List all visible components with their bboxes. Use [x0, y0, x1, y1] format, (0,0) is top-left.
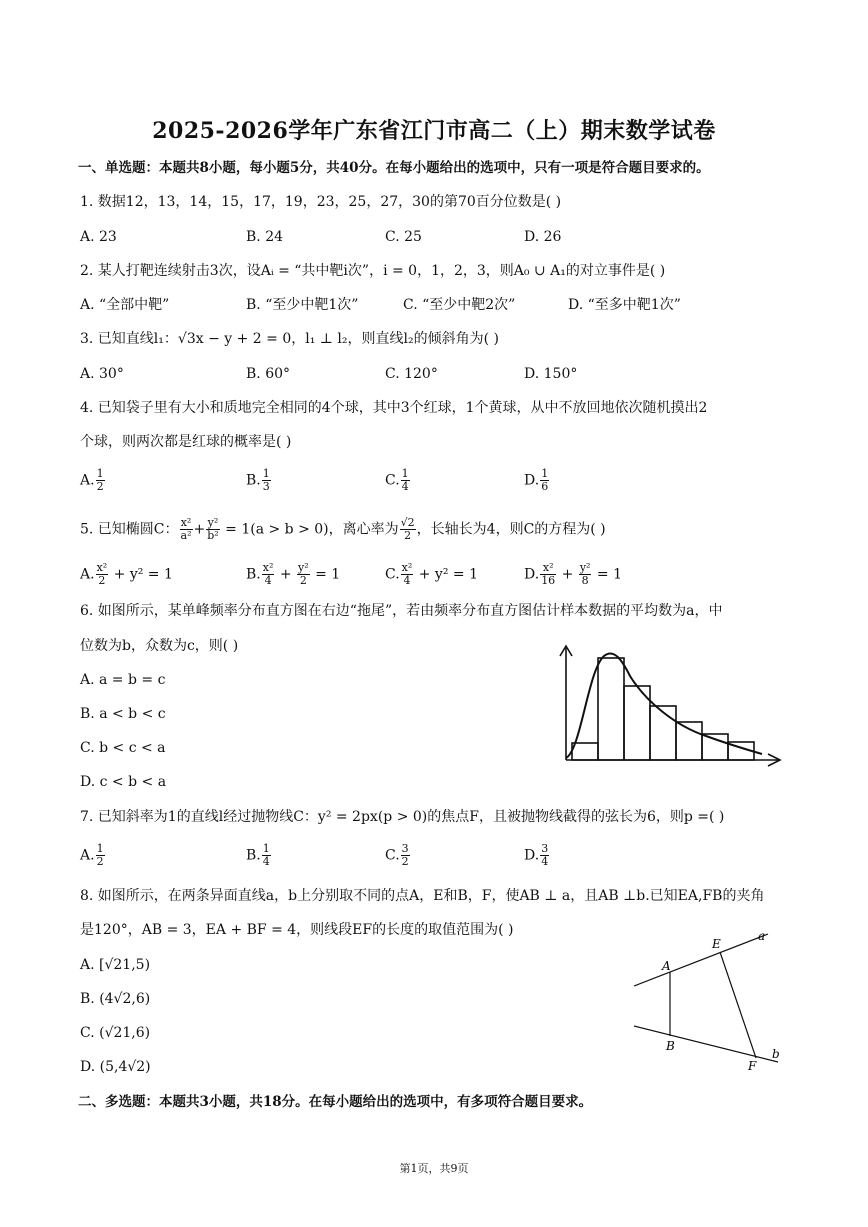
- q7-option-b: B. $\frac{1}{4}$: [246, 842, 270, 868]
- q4-stem-line2: 个球，则两次都是红球的概率是( ): [80, 434, 292, 450]
- exam-title: 2025-2026学年广东省江门市高二（上）期末数学试卷: [152, 118, 716, 144]
- q8-option-a: A. [√21,5): [80, 957, 151, 973]
- q2-option-a: A. “全部中靶”: [80, 297, 170, 313]
- q3-option-c: C. 120°: [385, 366, 438, 382]
- q5-option-a: A. $\frac{\text{x²}}{2}$ + y² = 1: [80, 561, 173, 587]
- q2-option-c: C. “至少中靶2次”: [403, 297, 516, 313]
- segment-ef: [720, 952, 756, 1058]
- q7-option-a: A. $\frac{1}{2}$: [80, 842, 104, 868]
- q2-option-b: B. “至少中靶1次”: [246, 297, 359, 313]
- histogram-bar-1: [572, 743, 598, 760]
- histogram-bar-6: [702, 734, 728, 760]
- histogram-bar-4: [650, 706, 676, 760]
- q3-stem: 3. 已知直线l₁：√3x − y + 2 = 0，l₁ ⊥ l₂，则直线l₂的倾斜角为( ): [80, 331, 499, 347]
- q1-option-d: D. 26: [524, 229, 562, 245]
- q8-stem-line1: 8. 如图所示，在两条异面直线a，b上分别取不同的点A，E和B，F，使AB ⊥ a，且AB ⊥b.已知EA,FB的夹角: [80, 888, 765, 904]
- line-b: [634, 1026, 778, 1062]
- skew-lines-figure: [628, 922, 788, 1074]
- q2-stem: 2. 某人打靶连续射击3次，设Aᵢ = “共中靶i次”，i = 0，1，2，3，则A₀ ∪ A₁的对立事件是( ): [80, 263, 666, 279]
- q1-stem: 1. 数据12，13，14，15，17，19，23，25，27，30的第70百分位数是( ): [80, 194, 562, 210]
- q4-option-d: D. $\frac{1}{6}$: [524, 467, 549, 493]
- q6-option-c: C. b < c < a: [80, 740, 166, 756]
- q6-option-a: A. a = b = c: [80, 672, 166, 688]
- q6-option-d: D. c < b < a: [80, 774, 167, 790]
- q1-option-c: C. 25: [385, 229, 422, 245]
- q5-stem: 5. 已知椭圆C： $\frac{\text{x²}}{\text{a²}}$ + $\frac{\text{y²}}{\text{b²}}$ = 1(a > b > 0)，离心率为 $\frac{√2}{2}$ ，长轴长为4，则C的方程为( ): [80, 516, 606, 542]
- q4-stem-line1: 4. 已知袋子里有大小和质地完全相同的4个球，其中3个红球，1个黄球，从中不放回地依次随机摸出2: [80, 400, 708, 416]
- line-a-label: a: [758, 929, 766, 943]
- line-b-label: b: [772, 1047, 780, 1061]
- q5-option-c: C. $\frac{\text{x²}}{4}$ + y² = 1: [385, 561, 478, 587]
- q2-option-d: D. “至多中靶1次”: [568, 297, 681, 313]
- q7-option-d: D. $\frac{3}{4}$: [524, 842, 549, 868]
- point-e-label: E: [712, 937, 721, 951]
- q4-option-b: B. $\frac{1}{3}$: [246, 467, 270, 493]
- q4-option-c: C. $\frac{1}{4}$: [385, 467, 409, 493]
- q5-option-d: D. $\frac{\text{x²}}{16}$ + $\frac{\text{y²}}{8}$ = 1: [524, 561, 622, 587]
- q8-stem-line2: 是120°，AB = 3，EA + BF = 4，则线段EF的长度的取值范围为( ): [80, 922, 514, 938]
- q3-option-d: D. 150°: [524, 366, 578, 382]
- section-2-heading: 二、多选题：本题共3小题，共18分。在每小题给出的选项中，有多项符合题目要求。: [78, 1094, 593, 1110]
- q8-option-b: B. (4√2,6): [80, 991, 151, 1007]
- q6-stem-line1: 6. 如图所示，某单峰频率分布直方图在右边“拖尾”，若由频率分布直方图估计样本数据的平均数为a，中: [80, 603, 723, 619]
- q7-stem: 7. 已知斜率为1的直线l经过抛物线C：y² = 2px(p > 0)的焦点F，且被抛物线截得的弦长为6，则p =( ): [80, 809, 725, 825]
- q8-option-c: C. (√21,6): [80, 1025, 151, 1041]
- q4-option-a: A. $\frac{1}{2}$: [80, 467, 104, 493]
- section-1-heading: 一、单选题：本题共8小题，每小题5分，共40分。在每小题给出的选项中，只有一项是符合题目要求的。: [78, 160, 710, 176]
- q3-option-a: A. 30°: [80, 366, 124, 382]
- q1-option-b: B. 24: [246, 229, 284, 245]
- q3-option-b: B. 60°: [246, 366, 291, 382]
- q7-option-c: C. $\frac{3}{2}$: [385, 842, 409, 868]
- q6-stem-line2: 位数为b，众数为c，则( ): [80, 638, 239, 654]
- point-f-label: F: [748, 1059, 757, 1073]
- histogram-bar-2: [598, 658, 624, 760]
- page-footer: 第1页，共9页: [399, 1162, 469, 1175]
- q8-option-d: D. (5,4√2): [80, 1059, 151, 1075]
- point-b-label: B: [666, 1039, 675, 1053]
- histogram-figure: [556, 640, 786, 770]
- point-a-label: A: [662, 959, 671, 973]
- histogram-bar-5: [676, 722, 702, 760]
- line-a: [634, 934, 768, 986]
- q5-option-b: B. $\frac{\text{x²}}{4}$ + $\frac{\text{y²}}{2}$ = 1: [246, 561, 341, 587]
- q1-option-a: A. 23: [80, 229, 117, 245]
- q6-option-b: B. a < b < c: [80, 706, 166, 722]
